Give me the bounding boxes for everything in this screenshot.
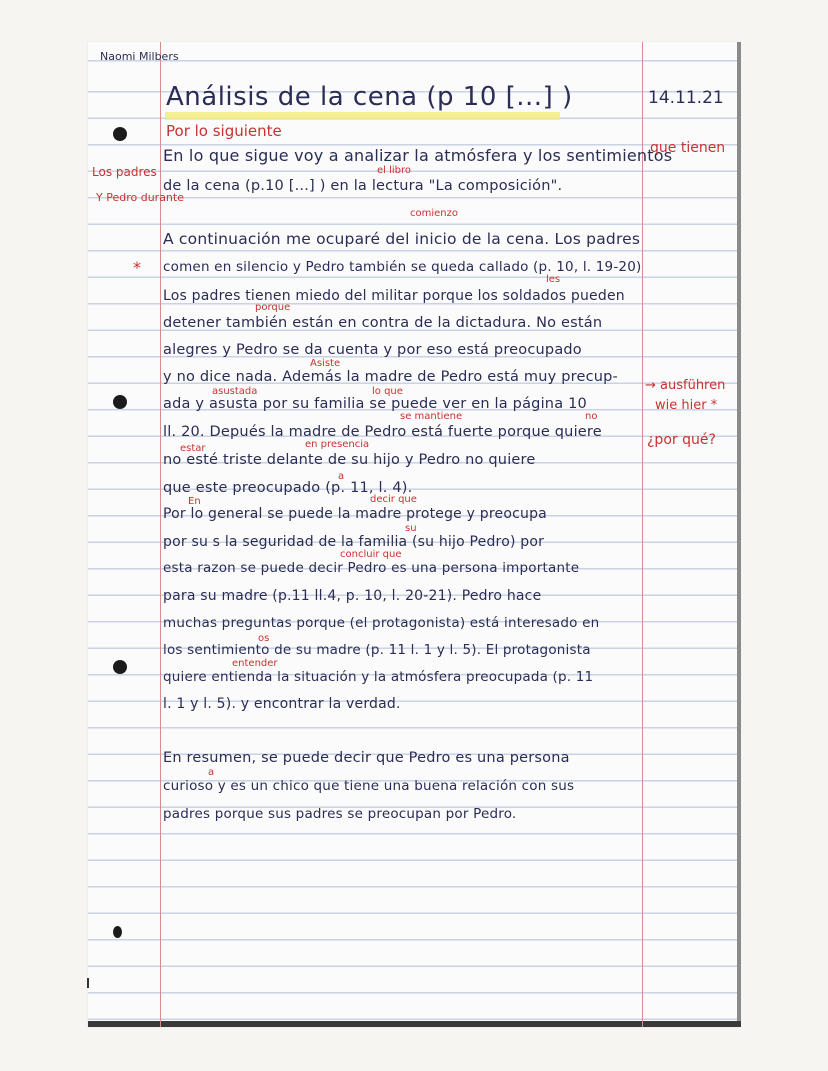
paragraph-line: muchas preguntas porque (el protagonista) está interesado en (163, 615, 600, 631)
paragraph-line: por su s la seguridad de la familia (su hijo Pedro) por (163, 534, 545, 550)
intro-line: En lo que sigue voy a analizar la atmósfera y los sentimientos (163, 146, 673, 165)
paragraph-line: esta razon se puede decir Pedro es una persona importante (163, 560, 580, 576)
margin-star: * (133, 258, 141, 277)
page-title: Análisis de la cena (p 10 [...] ) (166, 82, 573, 112)
paragraph-line: y no dice nada. Además la madre de Pedro está muy precup- (163, 369, 618, 385)
paragraph-line: comen en silencio y Pedro también se queda callado (p. 10, l. 19-20) (163, 259, 642, 275)
correction-text: su (405, 523, 417, 534)
margin-correction: Y Pedro durante (96, 191, 184, 204)
paragraph-line: para su madre (p.11 ll.4, p. 10, l. 20-21). Pedro hace (163, 588, 542, 604)
correction-text: que tienen (650, 140, 726, 156)
punch-hole (113, 127, 127, 141)
margin-note: → ausführen (645, 378, 726, 393)
punch-hole (113, 926, 122, 938)
paragraph-line: ll. 20. Depués la madre de Pedro está fuerte porque quiere (163, 424, 602, 440)
correction-text: en presencia (305, 439, 370, 450)
left-margin-line (160, 42, 161, 1027)
paragraph-line: los sentimiento de su madre (p. 11 l. 1 y l. 5). El protagonista (163, 642, 591, 658)
correction-text: comienzo (410, 208, 458, 219)
summary-line: padres porque sus padres se preocupan por Pedro. (163, 806, 517, 822)
correction-text: el libro (377, 165, 412, 176)
intro-line: de la cena (p.10 [...] ) en la lectura "La composición". (163, 178, 563, 194)
right-margin-line (642, 42, 643, 1027)
scan-mark (87, 978, 89, 988)
paragraph-line: alegres y Pedro se da cuenta y por eso está preocupado (163, 342, 582, 358)
date: 14.11.21 (648, 88, 724, 108)
correction-text: estar (180, 443, 206, 454)
correction-text: no (585, 411, 598, 422)
correction-text: Asiste (310, 358, 341, 369)
correction-text: entender (232, 658, 278, 669)
summary-line: curioso y es un chico que tiene una buena relación con sus (163, 778, 575, 794)
punch-hole (113, 395, 127, 409)
correction-text: lo que (372, 386, 403, 397)
summary-line: En resumen, se puede decir que Pedro es una persona (163, 750, 570, 766)
paragraph-line: que este preocupado (p. 11, l. 4). (163, 480, 413, 496)
correction-text: porque (255, 302, 291, 313)
margin-note: ¿por qué? (647, 432, 716, 448)
correction-text: os (258, 633, 270, 644)
paragraph-line: quiere entienda la situación y la atmósfera preocupada (p. 11 (163, 669, 594, 685)
correction-text: Por lo siguiente (166, 122, 282, 140)
correction-text: En (188, 496, 201, 507)
punch-hole (113, 660, 127, 674)
correction-text: asustada (212, 386, 258, 397)
correction-text: a (338, 471, 345, 482)
margin-correction: Los padres (92, 165, 157, 179)
paragraph-line: ada y asusta por su familia se puede ver en la página 10 (163, 396, 587, 412)
correction-text: a (208, 767, 215, 778)
paragraph-line: A continuación me ocuparé del inicio de la cena. Los padres (163, 230, 641, 248)
sheet-edge (737, 42, 741, 1027)
correction-text: decir que (370, 494, 417, 505)
paragraph-line: no esté triste delante de su hijo y Pedro no quiere (163, 452, 536, 468)
paragraph-line: l. 1 y l. 5). y encontrar la verdad. (163, 696, 401, 712)
correction-text: les (546, 274, 561, 285)
paragraph-line: detener también están en contra de la dictadura. No están (163, 315, 603, 331)
sheet-bottom-edge (88, 1021, 741, 1027)
paragraph-line: Por lo general se puede la madre protege y preocupa (163, 506, 547, 522)
correction-text: concluir que (340, 549, 402, 560)
correction-text: se mantiene (400, 411, 463, 422)
title-highlight (165, 112, 560, 120)
author-name: Naomi Milbers (100, 50, 179, 63)
paragraph-line: Los padres tienen miedo del militar porque los soldados pueden (163, 288, 625, 304)
margin-note: wie hier * (655, 398, 718, 413)
